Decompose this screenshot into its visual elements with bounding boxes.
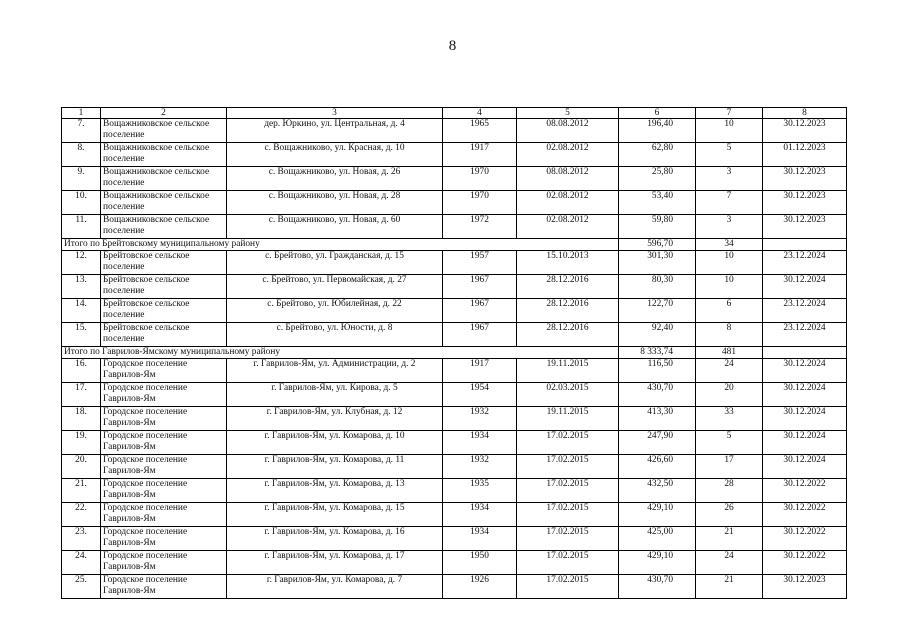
address-cell: с. Брейтово, ул. Гражданская, д. 15 [227, 251, 443, 275]
date-cell: 19.11.2015 [517, 359, 619, 383]
address-cell: г. Гаврилов-Ям, ул. Комарова, д. 10 [227, 431, 443, 455]
settlement-cell: Городское поселение Гаврилов-Ям [101, 503, 227, 527]
date-cell: 08.08.2012 [517, 167, 619, 191]
column-number: 2 [101, 108, 227, 119]
subtotal-row [62, 347, 847, 359]
table-row [62, 431, 847, 455]
area-cell: 430,70 [619, 575, 696, 599]
year-cell: 1967 [443, 323, 517, 347]
row-number: 21. [62, 479, 101, 503]
table-row [62, 323, 847, 347]
table-row [62, 359, 847, 383]
count-cell: 26 [696, 503, 763, 527]
settlement-cell: Городское поселение Гаврилов-Ям [101, 359, 227, 383]
settlement-cell: Вощажниковское сельское поселение [101, 143, 227, 167]
table-row [62, 191, 847, 215]
address-cell: дер. Юркино, ул. Центральная, д. 4 [227, 119, 443, 143]
date-cell: 02.08.2012 [517, 191, 619, 215]
table-row [62, 407, 847, 431]
column-number: 3 [227, 108, 443, 119]
date-cell: 02.03.2015 [517, 383, 619, 407]
deadline-cell: 30.12.2024 [763, 455, 847, 479]
subtotal-label: Итого по Гаврилов-Ямскому муниципальному району [62, 347, 619, 359]
area-cell: 92,40 [619, 323, 696, 347]
row-number: 10. [62, 191, 101, 215]
row-number: 16. [62, 359, 101, 383]
table-row [62, 251, 847, 275]
address-cell: г. Гаврилов-Ям, ул. Администрации, д. 2 [227, 359, 443, 383]
column-number: 8 [763, 108, 847, 119]
column-number: 5 [517, 108, 619, 119]
deadline-cell: 30.12.2022 [763, 527, 847, 551]
date-cell: 17.02.2015 [517, 527, 619, 551]
row-number: 25. [62, 575, 101, 599]
area-cell: 116,50 [619, 359, 696, 383]
deadline-cell: 30.12.2023 [763, 575, 847, 599]
area-cell: 429,10 [619, 551, 696, 575]
date-cell: 08.08.2012 [517, 119, 619, 143]
row-number: 23. [62, 527, 101, 551]
address-cell: с. Вощажниково, ул. Красная, д. 10 [227, 143, 443, 167]
settlement-cell: Городское поселение Гаврилов-Ям [101, 455, 227, 479]
settlement-cell: Вощажниковское сельское поселение [101, 167, 227, 191]
row-number: 14. [62, 299, 101, 323]
deadline-cell: 30.12.2024 [763, 431, 847, 455]
deadline-cell: 01.12.2023 [763, 143, 847, 167]
deadline-cell: 30.12.2023 [763, 167, 847, 191]
count-cell: 6 [696, 299, 763, 323]
subtotal-area: 596,70 [619, 239, 696, 251]
year-cell: 1970 [443, 191, 517, 215]
date-cell: 17.02.2015 [517, 431, 619, 455]
count-cell: 10 [696, 119, 763, 143]
settlement-cell: Вощажниковское сельское поселение [101, 215, 227, 239]
subtotal-area: 8 333,74 [619, 347, 696, 359]
row-number: 9. [62, 167, 101, 191]
count-cell: 5 [696, 143, 763, 167]
count-cell: 17 [696, 455, 763, 479]
subtotal-row [62, 239, 847, 251]
settlement-cell: Городское поселение Гаврилов-Ям [101, 479, 227, 503]
row-number: 18. [62, 407, 101, 431]
settlement-cell: Брейтовское сельское поселение [101, 323, 227, 347]
table-row [62, 527, 847, 551]
table-row [62, 503, 847, 527]
deadline-cell: 30.12.2024 [763, 407, 847, 431]
area-cell: 413,30 [619, 407, 696, 431]
subtotal-count: 34 [696, 239, 763, 251]
table-row [62, 143, 847, 167]
subtotal-count: 481 [696, 347, 763, 359]
date-cell: 02.08.2012 [517, 143, 619, 167]
table-row [62, 119, 847, 143]
area-cell: 426,60 [619, 455, 696, 479]
date-cell: 17.02.2015 [517, 455, 619, 479]
address-cell: с. Брейтово, ул. Первомайская, д. 27 [227, 275, 443, 299]
settlement-cell: Городское поселение Гаврилов-Ям [101, 383, 227, 407]
address-cell: г. Гаврилов-Ям, ул. Комарова, д. 11 [227, 455, 443, 479]
area-cell: 432,50 [619, 479, 696, 503]
table-row [62, 551, 847, 575]
area-cell: 59,80 [619, 215, 696, 239]
housing-table [61, 107, 847, 599]
row-number: 7. [62, 119, 101, 143]
deadline-cell: 30.12.2024 [763, 383, 847, 407]
address-cell: с. Вощажниково, ул. Новая, д. 28 [227, 191, 443, 215]
date-cell: 17.02.2015 [517, 503, 619, 527]
area-cell: 53,40 [619, 191, 696, 215]
row-number: 20. [62, 455, 101, 479]
column-number: 1 [62, 108, 101, 119]
count-cell: 3 [696, 167, 763, 191]
address-cell: г. Гаврилов-Ям, ул. Комарова, д. 16 [227, 527, 443, 551]
empty-cell [763, 239, 847, 251]
count-cell: 21 [696, 575, 763, 599]
year-cell: 1970 [443, 167, 517, 191]
settlement-cell: Городское поселение Гаврилов-Ям [101, 551, 227, 575]
deadline-cell: 30.12.2024 [763, 359, 847, 383]
count-cell: 10 [696, 251, 763, 275]
area-cell: 430,70 [619, 383, 696, 407]
year-cell: 1957 [443, 251, 517, 275]
table-row [62, 575, 847, 599]
deadline-cell: 30.12.2022 [763, 551, 847, 575]
subtotal-label: Итого по Брейтовскому муниципальному району [62, 239, 619, 251]
deadline-cell: 30.12.2023 [763, 119, 847, 143]
count-cell: 10 [696, 275, 763, 299]
settlement-cell: Брейтовское сельское поселение [101, 299, 227, 323]
count-cell: 5 [696, 431, 763, 455]
count-cell: 3 [696, 215, 763, 239]
table-row [62, 275, 847, 299]
address-cell: г. Гаврилов-Ям, ул. Комарова, д. 15 [227, 503, 443, 527]
date-cell: 19.11.2015 [517, 407, 619, 431]
deadline-cell: 30.12.2023 [763, 191, 847, 215]
count-cell: 21 [696, 527, 763, 551]
area-cell: 301,30 [619, 251, 696, 275]
row-number: 15. [62, 323, 101, 347]
row-number: 24. [62, 551, 101, 575]
year-cell: 1934 [443, 527, 517, 551]
area-cell: 247,90 [619, 431, 696, 455]
area-cell: 25,80 [619, 167, 696, 191]
year-cell: 1972 [443, 215, 517, 239]
year-cell: 1967 [443, 299, 517, 323]
year-cell: 1932 [443, 407, 517, 431]
table-row [62, 215, 847, 239]
row-number: 22. [62, 503, 101, 527]
date-cell: 28.12.2016 [517, 323, 619, 347]
settlement-cell: Брейтовское сельское поселение [101, 275, 227, 299]
settlement-cell: Городское поселение Гаврилов-Ям [101, 407, 227, 431]
table-row [62, 299, 847, 323]
settlement-cell: Брейтовское сельское поселение [101, 251, 227, 275]
year-cell: 1965 [443, 119, 517, 143]
count-cell: 28 [696, 479, 763, 503]
year-cell: 1954 [443, 383, 517, 407]
year-cell: 1934 [443, 431, 517, 455]
settlement-cell: Городское поселение Гаврилов-Ям [101, 431, 227, 455]
date-cell: 17.02.2015 [517, 551, 619, 575]
address-cell: с. Брейтово, ул. Юности, д. 8 [227, 323, 443, 347]
year-cell: 1932 [443, 455, 517, 479]
year-cell: 1917 [443, 359, 517, 383]
count-cell: 7 [696, 191, 763, 215]
area-cell: 425,00 [619, 527, 696, 551]
column-number: 7 [696, 108, 763, 119]
deadline-cell: 23.12.2024 [763, 251, 847, 275]
area-cell: 122,70 [619, 299, 696, 323]
date-cell: 17.02.2015 [517, 575, 619, 599]
year-cell: 1935 [443, 479, 517, 503]
row-number: 13. [62, 275, 101, 299]
count-cell: 33 [696, 407, 763, 431]
settlement-cell: Городское поселение Гаврилов-Ям [101, 527, 227, 551]
date-cell: 28.12.2016 [517, 299, 619, 323]
table-row [62, 455, 847, 479]
row-number: 11. [62, 215, 101, 239]
page-number: 8 [448, 38, 457, 54]
year-cell: 1950 [443, 551, 517, 575]
count-cell: 24 [696, 359, 763, 383]
table-row [62, 167, 847, 191]
column-number: 6 [619, 108, 696, 119]
column-number: 4 [443, 108, 517, 119]
address-cell: г. Гаврилов-Ям, ул. Клубная, д. 12 [227, 407, 443, 431]
year-cell: 1917 [443, 143, 517, 167]
deadline-cell: 30.12.2022 [763, 479, 847, 503]
deadline-cell: 30.12.2022 [763, 503, 847, 527]
count-cell: 20 [696, 383, 763, 407]
row-number: 8. [62, 143, 101, 167]
area-cell: 62,80 [619, 143, 696, 167]
address-cell: с. Вощажниково, ул. Новая, д. 26 [227, 167, 443, 191]
table-body [62, 108, 847, 599]
settlement-cell: Вощажниковское сельское поселение [101, 191, 227, 215]
column-number-row [62, 108, 847, 119]
area-cell: 80,30 [619, 275, 696, 299]
address-cell: г. Гаврилов-Ям, ул. Кирова, д. 5 [227, 383, 443, 407]
address-cell: с. Вощажниково, ул. Новая, д. 60 [227, 215, 443, 239]
area-cell: 196,40 [619, 119, 696, 143]
empty-cell [763, 347, 847, 359]
settlement-cell: Городское поселение Гаврилов-Ям [101, 575, 227, 599]
address-cell: г. Гаврилов-Ям, ул. Комарова, д. 13 [227, 479, 443, 503]
year-cell: 1926 [443, 575, 517, 599]
deadline-cell: 30.12.2023 [763, 215, 847, 239]
year-cell: 1934 [443, 503, 517, 527]
row-number: 17. [62, 383, 101, 407]
deadline-cell: 23.12.2024 [763, 323, 847, 347]
address-cell: г. Гаврилов-Ям, ул. Комарова, д. 17 [227, 551, 443, 575]
date-cell: 15.10.2013 [517, 251, 619, 275]
settlement-cell: Вощажниковское сельское поселение [101, 119, 227, 143]
row-number: 19. [62, 431, 101, 455]
date-cell: 28.12.2016 [517, 275, 619, 299]
deadline-cell: 23.12.2024 [763, 299, 847, 323]
date-cell: 02.08.2012 [517, 215, 619, 239]
address-cell: с. Брейтово, ул. Юбилейная, д. 22 [227, 299, 443, 323]
address-cell: г. Гаврилов-Ям, ул. Комарова, д. 7 [227, 575, 443, 599]
area-cell: 429,10 [619, 503, 696, 527]
table-row [62, 383, 847, 407]
year-cell: 1967 [443, 275, 517, 299]
table-row [62, 479, 847, 503]
row-number: 12. [62, 251, 101, 275]
date-cell: 17.02.2015 [517, 479, 619, 503]
count-cell: 8 [696, 323, 763, 347]
deadline-cell: 30.12.2024 [763, 275, 847, 299]
count-cell: 24 [696, 551, 763, 575]
